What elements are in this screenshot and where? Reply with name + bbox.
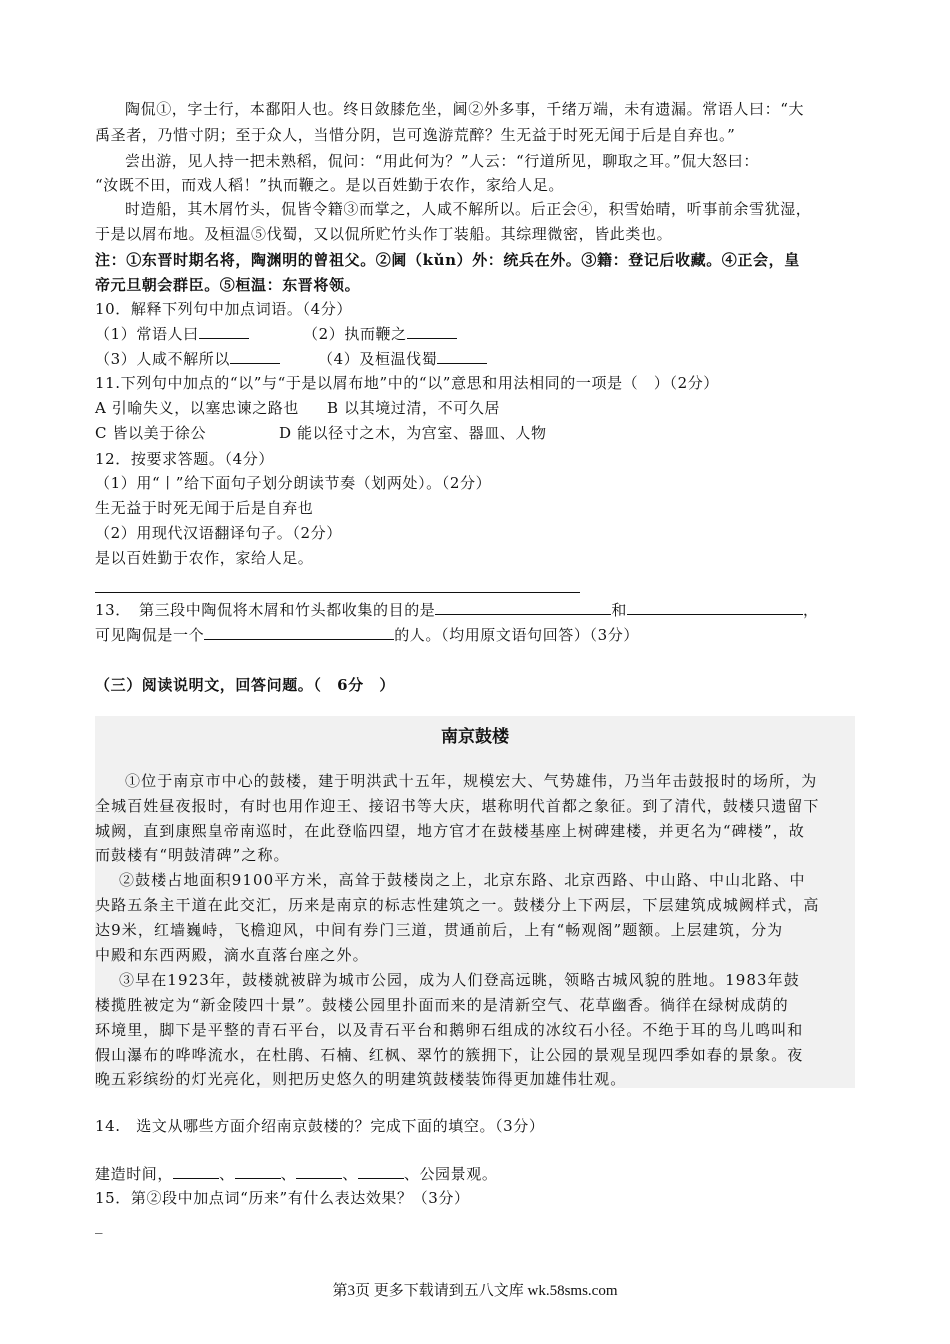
q12-part-1: （1）用“丨”给下面句子划分朗读节奏（划两处）。（2分） xyxy=(95,474,492,492)
q14-fill xyxy=(95,1162,497,1185)
passage-line: 于是以屑布地。及桓温⑤伐蜀，又以侃所贮竹头作丁装船。其综理微密，皆此类也。 xyxy=(95,225,673,243)
q11-option-c[interactable]: C 皆以美于徐公 xyxy=(95,424,207,442)
q13-text-a: 13． 第三段中陶侃将木屑和竹头都收集的目的是 xyxy=(95,601,436,619)
article-line: ①位于南京市中心的鼓楼，建于明洪武十五年，规模宏大、气势雄伟，乃当年击鼓报时的场所，为 xyxy=(125,772,818,790)
passage-line: 时造船，其木屑竹头，侃皆令籍③而掌之，人咸不解所以。后正会④，积雪始晴，听事前余雪犹湿， xyxy=(125,200,812,218)
passage-line: 尝出游，见人持一把未熟稻，侃问：“用此何为？”人云：“行道所见，聊取之耳。”侃大怒曰： xyxy=(125,152,759,170)
q11-option-a[interactable]: A 引喻失义，以塞忠谏之路也 xyxy=(95,399,300,417)
q10-item xyxy=(318,347,487,370)
answer-blank[interactable] xyxy=(230,347,280,364)
q10-item xyxy=(95,322,249,345)
q14-sep: 、 xyxy=(280,1165,297,1183)
q14-end: 、公园景观。 xyxy=(403,1165,498,1183)
q14-sep: 、 xyxy=(342,1165,358,1183)
q13-text-c: ， xyxy=(803,601,819,619)
q11-option-b[interactable]: B 以其境过清，不可久居 xyxy=(327,399,500,417)
article-line: 央路五条主干道在此交汇，历来是南京的标志性建筑之一。鼓楼分上下两层，下层建筑成城阙样式，高 xyxy=(95,896,820,914)
q12-part-2: （2）用现代汉语翻译句子。（2分） xyxy=(95,524,342,542)
passage-line: “汝既不田，而戏人稻！”执而鞭之。是以百姓勤于农作，家给人足。 xyxy=(95,176,564,194)
answer-line[interactable] xyxy=(95,592,580,593)
reading-box xyxy=(95,716,855,1088)
answer-blank[interactable] xyxy=(173,1162,219,1179)
q14-text: 建造时间， xyxy=(95,1165,174,1183)
answer-blank[interactable] xyxy=(437,347,487,364)
article-line: 楼揽胜被定为“新金陵四十景”。鼓楼公园里扑面而来的是清新空气、花草幽香。徜徉在绿树成荫的 xyxy=(95,996,789,1014)
q13-text-d: 可见陶侃是一个 xyxy=(95,626,205,644)
notes-line: 帝元旦朝会群臣。⑤桓温：东晋将领。 xyxy=(95,276,361,294)
answer-blank[interactable] xyxy=(199,322,249,339)
article-line: 假山瀑布的哗哗流水，在杜鹃、石楠、红枫、翠竹的簇拥下，让公园的景观呈现四季如春的景象。夜 xyxy=(95,1046,804,1064)
answer-blank[interactable] xyxy=(358,1162,404,1179)
q10-item xyxy=(303,322,457,345)
answer-blank[interactable] xyxy=(296,1162,342,1179)
article-line: 晚五彩缤纷的灯光亮化，则把历史悠久的明建筑鼓楼装饰得更加雄伟壮观。 xyxy=(95,1070,627,1088)
question-13 xyxy=(95,598,819,621)
q13-text-e: 的人。（均用原文语句回答）（3分） xyxy=(394,626,639,644)
article-line: 达9米，红墙巍峙，飞檐迎风，中间有券门三道，贯通前后，上有“畅观阁”题额。上层建筑，分为 xyxy=(95,921,784,939)
passage-line: 陶侃①，字士行，本鄱阳人也。终日敛膝危坐，阃②外多事，千绪万端，未有遗漏。常语人曰：“大 xyxy=(125,100,805,118)
q10-item-1: （1）常语人曰 xyxy=(95,325,199,343)
article-title: 南京鼓楼 xyxy=(441,727,509,747)
answer-blank[interactable] xyxy=(407,322,457,339)
q12-sentence-1: 生无益于时死无闻于后是自弃也 xyxy=(95,499,314,517)
answer-blank[interactable] xyxy=(627,598,803,615)
notes-line: 注：①东晋时期名将，陶渊明的曾祖父。②阃（kǔn）外：统兵在外。③籍：登记后收藏。④正会，皇 xyxy=(95,251,800,269)
question-11: 11.下列句中加点的“以”与“于是以屑布地”中的“以”意思和用法相同的一项是（ ）（2分） xyxy=(95,374,719,392)
article-line: 而鼓楼有“明鼓清碑”之称。 xyxy=(95,846,290,864)
question-15: 15．第②段中加点词“历来”有什么表达效果？（3分） xyxy=(95,1189,470,1207)
article-line: 城阙，直到康熙皇帝南巡时，在此登临四望，地方官才在鼓楼基座上树碑建楼，并更名为“碑楼”，故 xyxy=(95,822,805,840)
question-14: 14. 选文从哪些方面介绍南京鼓楼的？完成下面的填空。（3分） xyxy=(95,1117,545,1135)
q11-option-d[interactable]: D 能以径寸之木，为宫室、器皿、人物 xyxy=(279,424,547,442)
page-footer: 第3页 更多下载请到五八文库 wk.58sms.com xyxy=(332,1283,618,1299)
q10-item-3: （3）人咸不解所以 xyxy=(95,350,230,368)
q10-item-2: （2）执而鞭之 xyxy=(303,325,407,343)
section-heading: （三）阅读说明文，回答问题。（ 6分 ） xyxy=(95,676,395,694)
q10-item xyxy=(95,347,280,370)
answer-blank[interactable] xyxy=(235,1162,281,1179)
q12-sentence-2: 是以百姓勤于农作，家给人足。 xyxy=(95,549,314,567)
article-line: ②鼓楼占地面积9100平方米，高耸于鼓楼岗之上，北京东路、北京西路、中山路、中山北路、中 xyxy=(119,871,806,889)
article-line: ③早在1923年，鼓楼就被辟为城市公园，成为人们登高远眺，领略古城风貌的胜地。1983年鼓 xyxy=(119,971,800,989)
question-13-cont xyxy=(95,623,639,646)
q13-text-b: 和 xyxy=(611,601,627,619)
article-line: 全城百姓昼夜报时，有时也用作迎王、接诏书等大庆，堪称明代首都之象征。到了清代，鼓楼只遗留下 xyxy=(95,797,820,815)
answer-blank[interactable] xyxy=(435,598,611,615)
answer-blank[interactable] xyxy=(204,623,394,640)
q14-sep: 、 xyxy=(219,1165,235,1183)
article-line: 环境里，脚下是平整的青石平台，以及青石平台和鹅卵石组成的冰纹石小径。不绝于耳的鸟儿鸣叫和 xyxy=(95,1021,804,1039)
question-12: 12．按要求答题。（4分） xyxy=(95,450,274,468)
answer-mark[interactable]: _ xyxy=(95,1216,104,1234)
q10-item-4: （4）及桓温伐蜀 xyxy=(318,350,438,368)
article-line: 中殿和东西两殿，滴水直落台座之外。 xyxy=(95,946,369,964)
passage-line: 禹圣者，乃惜寸阴；至于众人，当惜分阴，岂可逸游荒醉？生无益于时死无闻于后是自弃也。” xyxy=(95,126,736,144)
question-10: 10．解释下列句中加点词语。（4分） xyxy=(95,300,352,318)
